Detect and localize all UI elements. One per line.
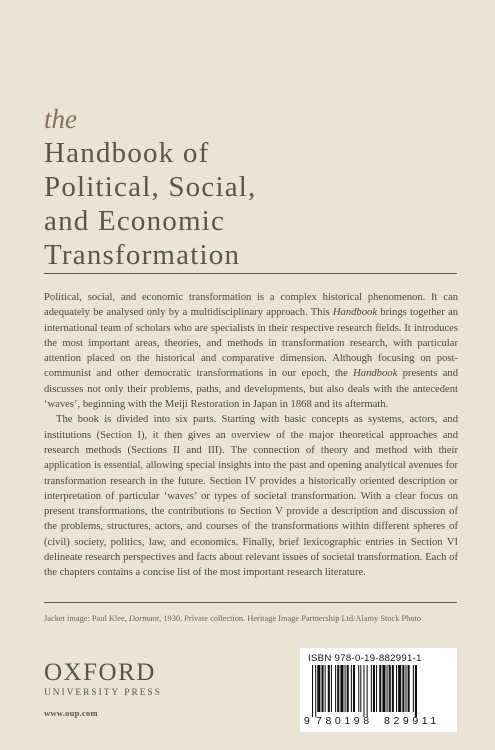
title-prefix: the: [44, 104, 77, 134]
barcode-bar: [367, 665, 368, 717]
barcode-digits-right: 829911: [384, 715, 440, 727]
barcode-bar: [398, 665, 401, 712]
barcode-bar: [325, 665, 326, 712]
barcode-bar: [331, 665, 332, 712]
barcode-bar: [408, 665, 410, 712]
barcode-bar: [340, 665, 343, 712]
barcode-bar: [379, 665, 381, 712]
barcode-bar: [396, 665, 397, 712]
publisher-subtitle: UNIVERSITY PRESS: [44, 688, 162, 698]
barcode-bar: [392, 665, 394, 712]
barcode-bar: [373, 665, 375, 712]
barcode-bar: [405, 665, 406, 712]
publisher-url: www.oup.com: [44, 708, 98, 718]
title-line-4: Transformation: [44, 239, 241, 271]
barcode-bar: [328, 665, 330, 712]
barcode-bar: [351, 665, 352, 712]
barcode-bar: [371, 665, 372, 712]
barcode-bar: [335, 665, 336, 712]
bottom-divider: [44, 602, 457, 603]
publisher-logo: [44, 660, 162, 699]
book-title: [44, 104, 464, 272]
barcode-bar: [315, 665, 316, 717]
title-line-2: Political, Social,: [44, 171, 257, 203]
barcode-bar: [353, 665, 355, 712]
barcode-bar: [317, 665, 320, 712]
barcode-bar: [402, 665, 404, 712]
barcode-bar: [347, 665, 349, 712]
jacket-image-credit: Jacket image: Paul Klee, Dormant, 1930. Private collection. Heritage Image Partnership Ltd/Alamy Stock Photo: [44, 614, 422, 623]
description-paragraph-2: The book is divided into six parts. Starting with basic concepts as systems, actors, and institutions (Section I), it then gives an overview of the major theoretical approaches and research methods (Sections II and III). The connection of theory and method with their application is essential, allowing special insights into the past and opening analytical avenues for transformation research in the future. Section IV provides a historically oriented description or interpretation of particular ‘waves’ or types of societal transformation. With a clear focus on present transformations, the contributions to Section V provide a description and discussion of the problems, structures, actors, and courses of the transformations within different spheres of (civil) society, politics, law, and economics. Finally, brief lexicographic entries in Section VI delineate research perspectives and facts about relevant issues of societal transformation. Each of the chapters contains a concise list of the most important research literature.: [44, 414, 458, 579]
barcode-bar: [389, 665, 391, 712]
title-line-3: and Economic: [44, 205, 226, 237]
publisher-name: OXFORD: [44, 659, 156, 686]
barcode-bar: [345, 665, 346, 712]
isbn-barcode: [300, 648, 457, 732]
barcode-bar: [413, 665, 414, 712]
barcode-bar: [363, 665, 364, 717]
barcode-digit-first: 9: [304, 715, 310, 727]
barcode-bar: [387, 665, 388, 712]
barcode-bar: [360, 665, 361, 712]
barcode-bar: [376, 665, 377, 712]
barcode-bar: [312, 665, 313, 717]
barcode-bar: [337, 665, 339, 712]
top-divider: [44, 273, 457, 274]
description-paragraph-1: Political, social, and economic transformation is a complex historical phenomenon. It can adequately be analysed only by a multidisciplinary approach. This Handbook brings together an international team of scholars who are specialists in their respective research fields. It introduces the most important areas, theories, and methods in transformation research, with particular attention placed on the historical and comparative dimension. Although focusing on post-communist and other democratic transformations in our epoch, the Handbook presents and discusses not only their problems, paths, and developments, but also deals with the antecedent ‘waves’, beginning with the Meiji Restoration in Japan in 1868 and its aftermath.: [44, 292, 459, 411]
barcode-bar: [321, 665, 323, 712]
isbn-number: ISBN 978-0-19-882991-1: [308, 653, 422, 664]
book-description: [44, 290, 458, 581]
barcode-bar: [415, 665, 417, 717]
title-line-1: Handbook of: [44, 137, 210, 169]
barcode-bar: [358, 665, 359, 712]
barcode-bars: [308, 665, 450, 717]
barcode-bar: [382, 665, 385, 712]
barcode-digits-left: 780198: [316, 715, 373, 727]
